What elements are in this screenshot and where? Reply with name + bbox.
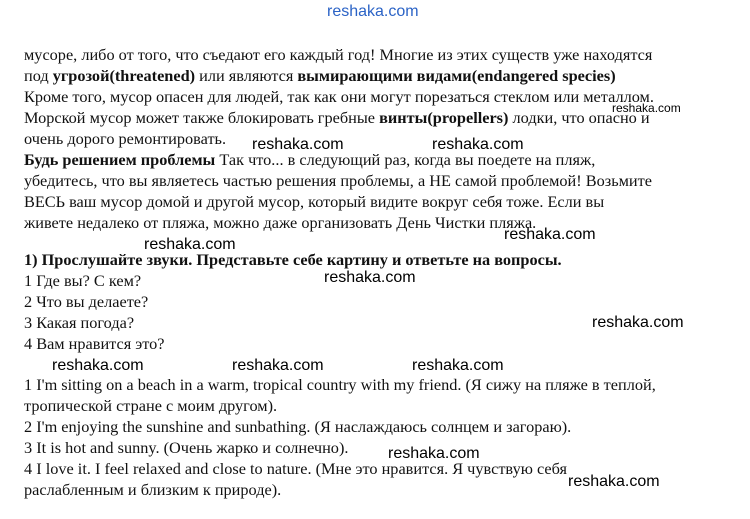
article-line-4 bbox=[24, 110, 650, 126]
article-line-5: очень дорого ремонтировать. bbox=[24, 129, 227, 148]
watermark: reshaka.com bbox=[144, 236, 236, 253]
watermark: reshaka.com bbox=[592, 314, 684, 331]
watermark: reshaka.com bbox=[388, 445, 480, 462]
question-4: 4 Вам нравится это? bbox=[24, 334, 165, 353]
term-threatened: угрозой(threatened) bbox=[52, 66, 196, 85]
watermark: reshaka.com bbox=[504, 226, 596, 243]
watermark: reshaka.com bbox=[412, 357, 504, 374]
watermark-top: reshaka.com bbox=[327, 3, 419, 20]
question-2: 2 Что вы делаете? bbox=[24, 292, 149, 311]
article-line-7: убедитесь, что вы являетесь частью решения проблемы, а НЕ самой проблемой! Возьмите bbox=[24, 171, 652, 190]
watermark: reshaka.com bbox=[432, 136, 524, 153]
question-3: 3 Какая погода? bbox=[24, 313, 135, 332]
watermark: reshaka.com bbox=[232, 357, 324, 374]
answer-line-1: 1 I'm sitting on a beach in a warm, tropical country with my friend. (Я сижу на пляже в теплой, bbox=[24, 375, 656, 394]
article-line-2 bbox=[24, 68, 616, 84]
task-heading-text: 1) Прослушайте звуки. Представьте себе картину и ответьте на вопросы. bbox=[24, 250, 562, 269]
answer-line-2: тропической стране с моим другом). bbox=[24, 396, 278, 415]
article-line-4-post: лодки, что опасно и bbox=[508, 108, 650, 127]
article-line-4-pre: Морской мусор может также блокировать гребные bbox=[24, 108, 380, 127]
task-heading bbox=[24, 252, 562, 268]
article-line-2-mid: или являются bbox=[195, 66, 298, 85]
term-propellers: винты(propellers) bbox=[379, 108, 509, 127]
watermark: reshaka.com bbox=[568, 473, 660, 490]
article-line-9: живете недалеко от пляжа, можно даже организовать День Чистки пляжа. bbox=[24, 213, 537, 232]
watermark: reshaka.com bbox=[252, 136, 344, 153]
answer-line-3: 2 I'm enjoying the sunshine and sunbathing. (Я наслаждаюсь солнцем и загораю). bbox=[24, 417, 572, 436]
section-title-be-the-solution: Будь решением проблемы bbox=[24, 150, 216, 169]
watermark: reshaka.com bbox=[612, 101, 681, 115]
question-1: 1 Где вы? С кем? bbox=[24, 271, 142, 290]
article-line-3: Кроме того, мусор опасен для людей, так как они могут порезаться стеклом или металлом. bbox=[24, 87, 654, 106]
article-line-6 bbox=[24, 152, 595, 168]
watermark: reshaka.com bbox=[324, 269, 416, 286]
watermark: reshaka.com bbox=[52, 357, 144, 374]
article-line-2-pre: под bbox=[24, 66, 53, 85]
answer-line-5: 4 I love it. I feel relaxed and close to nature. (Мне это нравится. Я чувствую себя bbox=[24, 459, 567, 478]
article-line-1: мусоре, либо от того, что съедают его каждый год! Многие из этих существ уже находятся bbox=[24, 45, 653, 64]
article-line-6-post: Так что... в следующий раз, когда вы поедете на пляж, bbox=[215, 150, 596, 169]
term-endangered-species: вымирающими видами(endangered species) bbox=[297, 66, 616, 85]
article-line-8: ВЕСЬ ваш мусор домой и другой мусор, который видите вокруг себя тоже. Если вы bbox=[24, 192, 605, 211]
answer-line-6: раслабленным и близким к природе). bbox=[24, 480, 282, 499]
answer-line-4: 3 It is hot and sunny. (Очень жарко и солнечно). bbox=[24, 438, 349, 457]
